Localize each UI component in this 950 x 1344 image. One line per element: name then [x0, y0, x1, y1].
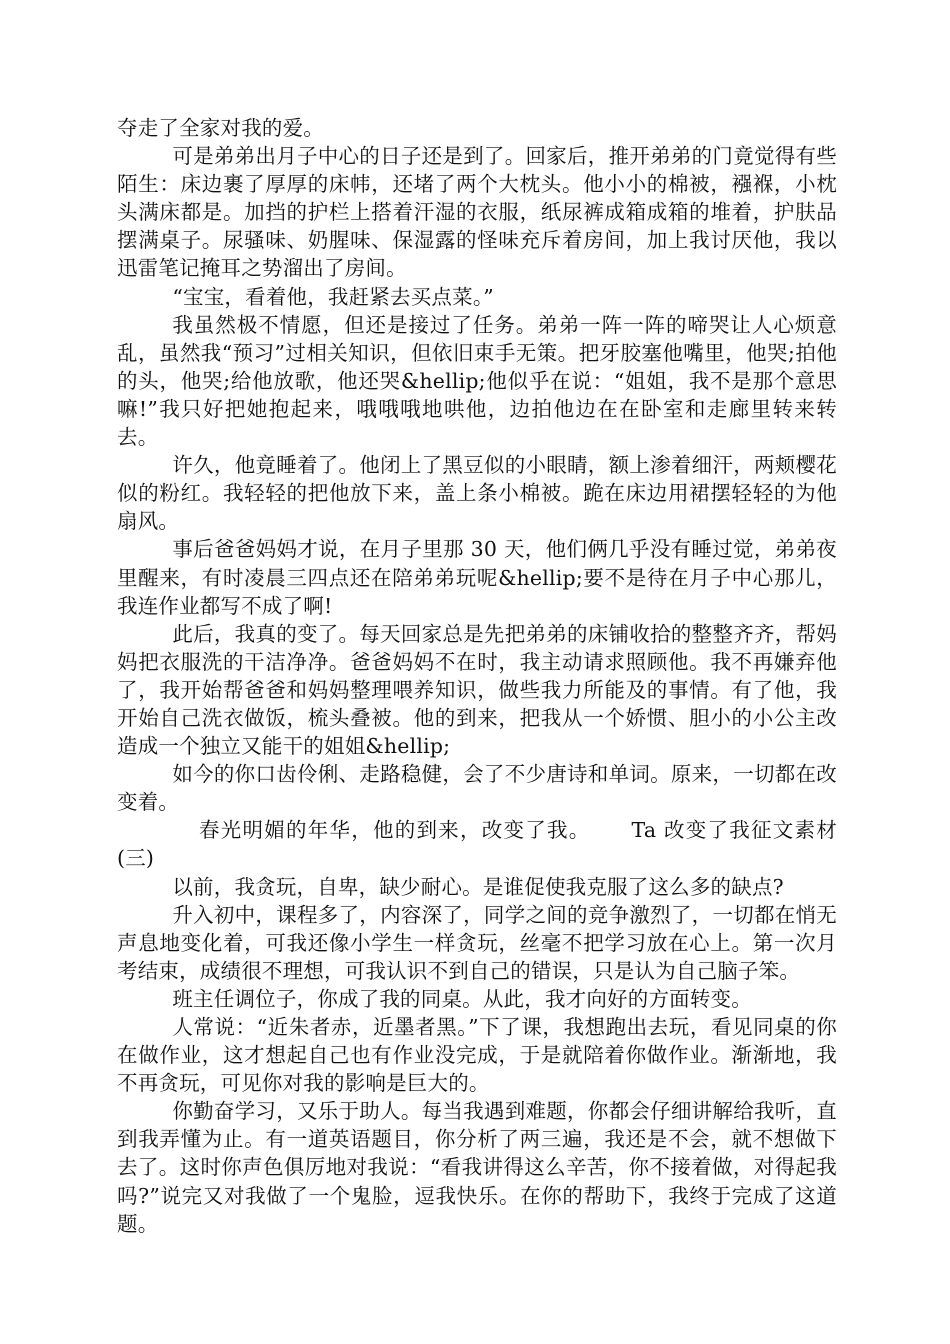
paragraph-2: 可是弟弟出月子中心的日子还是到了。回家后，推开弟弟的门竟觉得有些陌生：床边裹了厚厚的床帏，还堵了两个大枕头。他小小的棉被，襁褓，小枕头满床都是。加挡的护栏上搭着汗湿的衣服，纸尿裤成箱成箱的堆着，护肤品摆满桌子。尿骚味、奶腥味、保湿露的怪味充斥着房间，加上我讨厌他，我以迅雷笔记掩耳之势溜出了房间。: [117, 144, 837, 281]
paragraph-1: 夺走了全家对我的爱。: [117, 116, 324, 140]
paragraph-6: 事后爸爸妈妈才说，在月子里那 30 天，他们俩几乎没有睡过觉，弟弟夜里醒来，有时凌晨三四点还在陪弟弟玩呢&hellip;要不是待在月子中心那儿，我连作业都写不成了啊!: [117, 537, 837, 618]
paragraph-9-section-title: 春光明媚的年华，他的到来，改变了我。 Ta 改变了我征文素材(三): [117, 818, 837, 871]
paragraph-8: 如今的你口齿伶俐、走路稳健，会了不少唐诗和单词。原来，一切都在改变着。: [117, 762, 837, 815]
paragraph-7: 此后，我真的变了。每天回家总是先把弟弟的床铺收拾的整整齐齐，帮妈妈把衣服洗的干洁净净。爸爸妈妈不在时，我主动请求照顾他。我不再嫌弃他了，我开始帮爸爸和妈妈整理喂养知识，做些我力所能及的事情。有了他，我开始自己洗衣做饭，梳头叠被。他的到来，把我从一个娇惯、胆小的小公主改造成一个独立又能干的姐姐&hellip;: [117, 621, 837, 759]
paragraph-4: 我虽然极不情愿，但还是接过了任务。弟弟一阵一阵的啼哭让人心烦意乱，虽然我“预习”过相关知识，但依旧束手无策。把牙胶塞他嘴里，他哭;拍他的头，他哭;给他放歌，他还哭&hellip;他似乎在说：“姐姐，我不是那个意思嘛!”我只好把她抱起来，哦哦哦地哄他，边拍他边在在卧室和走廊里转来转去。: [117, 312, 837, 450]
document-body: [117, 114, 837, 1238]
paragraph-14: 你勤奋学习，又乐于助人。每当我遇到难题，你都会仔细讲解给我听，直到我弄懂为止。有一道英语题目，你分析了两三遍，我还是不会，就不想做下去了。这时你声色俱厉地对我说：“看我讲得这么辛苦，你不接着做，对得起我吗?”说完又对我做了一个鬼脸，逗我快乐。在你的帮助下，我终于完成了这道题。: [117, 1099, 837, 1236]
paragraph-3: “宝宝，看着他，我赶紧去买点菜。”: [172, 284, 494, 309]
paragraph-5: 许久，他竟睡着了。他闭上了黑豆似的小眼睛，额上渗着细汗，两颊樱花似的粉红。我轻轻的把他放下来，盖上条小棉被。跪在床边用裙摆轻轻的为他扇风。: [117, 453, 837, 534]
paragraph-11: 升入初中，课程多了，内容深了，同学之间的竞争激烈了，一切都在悄无声息地变化着，可我还像小学生一样贪玩，丝毫不把学习放在心上。第一次月考结束，成绩很不理想，可我认识不到自己的错误，只是认为自己脑子笨。: [117, 902, 837, 983]
paragraph-12: 班主任调位子，你成了我的同桌。从此，我才向好的方面转变。: [172, 986, 752, 1011]
paragraph-10: 以前，我贪玩，自卑，缺少耐心。是谁促使我克服了这么多的缺点?: [172, 874, 784, 899]
paragraph-13: 人常说：“近朱者赤，近墨者黑。”下了课，我想跑出去玩，看见同桌的你在做作业，这才想起自己也有作业没完成，于是就陪着你做作业。渐渐地，我不再贪玩，可见你对我的影响是巨大的。: [117, 1015, 837, 1096]
